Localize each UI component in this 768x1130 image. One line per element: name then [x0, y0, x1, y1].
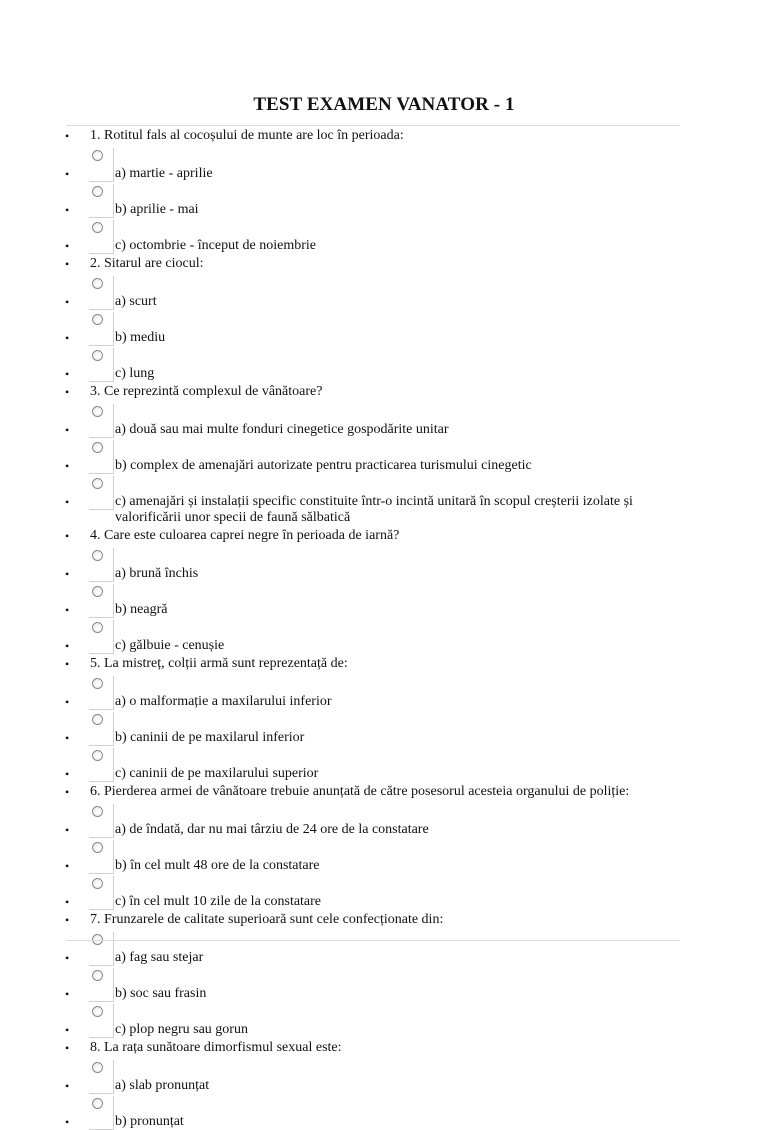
- radio-button-icon[interactable]: [92, 442, 103, 453]
- answer-option[interactable]: [0, 582, 768, 618]
- radio-button-icon[interactable]: [92, 714, 103, 725]
- radio-frame[interactable]: [89, 148, 114, 182]
- answer-option[interactable]: [0, 674, 768, 710]
- answer-option[interactable]: [0, 146, 768, 182]
- answer-option[interactable]: [0, 402, 768, 438]
- bullet-icon: •: [65, 367, 70, 381]
- answer-option[interactable]: [0, 618, 768, 654]
- option-label: a) o malformație a maxilarului inferior: [115, 694, 332, 709]
- bullet-icon: •: [65, 767, 70, 781]
- radio-button-icon[interactable]: [92, 314, 103, 325]
- radio-frame[interactable]: [89, 1060, 114, 1094]
- bullet-icon: •: [65, 695, 70, 709]
- answer-option[interactable]: [0, 1094, 768, 1130]
- radio-button-icon[interactable]: [92, 586, 103, 597]
- radio-frame[interactable]: [89, 584, 114, 618]
- answer-option[interactable]: [0, 1058, 768, 1094]
- question-text: 1. Rotitul fals al cocoșului de munte are loc în perioada:: [90, 128, 404, 143]
- radio-frame[interactable]: [89, 712, 114, 746]
- radio-frame[interactable]: [89, 840, 114, 874]
- radio-frame[interactable]: [89, 748, 114, 782]
- radio-button-icon[interactable]: [92, 842, 103, 853]
- radio-button-icon[interactable]: [92, 478, 103, 489]
- bullet-icon: •: [65, 603, 70, 617]
- radio-button-icon[interactable]: [92, 186, 103, 197]
- answer-option[interactable]: [0, 274, 768, 310]
- answer-option[interactable]: [0, 802, 768, 838]
- radio-button-icon[interactable]: [92, 1062, 103, 1073]
- radio-button-icon[interactable]: [92, 150, 103, 161]
- bullet-icon: •: [65, 639, 70, 653]
- bullet-icon: •: [65, 385, 70, 399]
- radio-frame[interactable]: [89, 876, 114, 910]
- bullet-icon: •: [65, 785, 70, 799]
- radio-frame[interactable]: [89, 184, 114, 218]
- question-text: 3. Ce reprezintă complexul de vânătoare?: [90, 384, 323, 399]
- bullet-icon: •: [65, 1023, 70, 1037]
- option-label: b) caninii de pe maxilarul inferior: [115, 730, 305, 745]
- bullet-icon: •: [65, 823, 70, 837]
- option-label: c) gălbuie - cenușie: [115, 638, 225, 653]
- question-text: 6. Pierderea armei de vânătoare trebuie anunțată de către posesorul acesteia organului de poliție:: [90, 784, 630, 799]
- radio-frame[interactable]: [89, 440, 114, 474]
- bullet-icon: •: [65, 459, 70, 473]
- option-label: a) de îndată, dar nu mai târziu de 24 ore de la constatare: [115, 822, 429, 837]
- radio-frame[interactable]: [89, 1096, 114, 1130]
- bullet-icon: •: [65, 913, 70, 927]
- radio-button-icon[interactable]: [92, 1098, 103, 1109]
- option-label: b) în cel mult 48 ore de la constatare: [115, 858, 320, 873]
- radio-button-icon[interactable]: [92, 678, 103, 689]
- option-label: c) octombrie - început de noiembrie: [115, 238, 316, 253]
- radio-button-icon[interactable]: [92, 622, 103, 633]
- question-text: 2. Sitarul are ciocul:: [90, 256, 204, 271]
- option-label: c) plop negru sau gorun: [115, 1022, 248, 1037]
- bullet-icon: •: [65, 1041, 70, 1055]
- answer-option[interactable]: [0, 710, 768, 746]
- option-label: a) martie - aprilie: [115, 166, 213, 181]
- answer-option[interactable]: [0, 746, 768, 782]
- bullet-icon: •: [65, 529, 70, 543]
- radio-button-icon[interactable]: [92, 222, 103, 233]
- bullet-icon: •: [65, 239, 70, 253]
- answer-option[interactable]: [0, 310, 768, 346]
- radio-button-icon[interactable]: [92, 1006, 103, 1017]
- radio-frame[interactable]: [89, 620, 114, 654]
- bullet-icon: •: [65, 257, 70, 271]
- bullet-icon: •: [65, 567, 70, 581]
- answer-option[interactable]: [0, 966, 768, 1002]
- question-item: [0, 910, 768, 930]
- option-label: c) amenajări și instalații specific constituite într-o incintă unitară în scopul creșterii izolate și valorificării unor specii de faună sălbatică: [115, 494, 633, 525]
- bullet-icon: •: [65, 859, 70, 873]
- option-label: c) lung: [115, 366, 155, 381]
- answer-option[interactable]: [0, 438, 768, 474]
- bullet-icon: •: [65, 295, 70, 309]
- radio-frame[interactable]: [89, 404, 114, 438]
- bullet-icon: •: [65, 423, 70, 437]
- radio-frame[interactable]: [89, 312, 114, 346]
- bottom-divider: [66, 940, 680, 941]
- radio-button-icon[interactable]: [92, 806, 103, 817]
- bullet-icon: •: [65, 1079, 70, 1093]
- answer-option[interactable]: [0, 218, 768, 254]
- bullet-icon: •: [65, 731, 70, 745]
- radio-frame[interactable]: [89, 348, 114, 382]
- answer-option[interactable]: [0, 546, 768, 582]
- question-item: [0, 782, 768, 802]
- bullet-icon: •: [65, 657, 70, 671]
- page-title: TEST EXAMEN VANATOR - 1: [253, 94, 515, 115]
- option-label: a) două sau mai multe fonduri cinegetice gospodărite unitar: [115, 422, 449, 437]
- option-label: b) aprilie - mai: [115, 202, 199, 217]
- question-item: [0, 1038, 768, 1058]
- bullet-icon: •: [65, 895, 70, 909]
- question-text: 7. Frunzarele de calitate superioară sunt cele confecționate din:: [90, 912, 444, 927]
- bullet-icon: •: [65, 203, 70, 217]
- option-label: c) caninii de pe maxilarului superior: [115, 766, 319, 781]
- option-label: a) brună închis: [115, 566, 199, 581]
- question-item: [0, 526, 768, 546]
- question-item: [0, 254, 768, 274]
- radio-button-icon[interactable]: [92, 970, 103, 981]
- quiz-list: [0, 126, 768, 1130]
- radio-frame[interactable]: [89, 476, 114, 510]
- option-label: a) slab pronunțat: [115, 1078, 210, 1093]
- option-label: a) scurt: [115, 294, 157, 309]
- option-label: b) mediu: [115, 330, 166, 345]
- answer-option[interactable]: [0, 930, 768, 966]
- option-label: b) soc sau frasin: [115, 986, 207, 1001]
- answer-option[interactable]: [0, 346, 768, 382]
- answer-option[interactable]: [0, 182, 768, 218]
- bullet-icon: •: [65, 129, 70, 143]
- bullet-icon: •: [65, 951, 70, 965]
- question-text: 5. La mistreț, colții armă sunt reprezentață de:: [90, 656, 348, 671]
- option-label: a) fag sau stejar: [115, 950, 204, 965]
- question-item: [0, 126, 768, 146]
- radio-button-icon[interactable]: [92, 550, 103, 561]
- question-text: 8. La rața sunătoare dimorfismul sexual este:: [90, 1040, 342, 1055]
- radio-frame[interactable]: [89, 968, 114, 1002]
- radio-button-icon[interactable]: [92, 878, 103, 889]
- radio-button-icon[interactable]: [92, 350, 103, 361]
- bullet-icon: •: [65, 987, 70, 1001]
- answer-option[interactable]: [0, 1002, 768, 1038]
- radio-frame[interactable]: [89, 676, 114, 710]
- bullet-icon: •: [65, 331, 70, 345]
- question-item: [0, 382, 768, 402]
- radio-button-icon[interactable]: [92, 406, 103, 417]
- radio-frame[interactable]: [89, 548, 114, 582]
- radio-frame[interactable]: [89, 932, 114, 966]
- option-label: b) neagră: [115, 602, 168, 617]
- radio-frame[interactable]: [89, 276, 114, 310]
- radio-button-icon[interactable]: [92, 750, 103, 761]
- option-label: b) pronunțat: [115, 1114, 184, 1129]
- option-label: c) în cel mult 10 zile de la constatare: [115, 894, 322, 909]
- answer-option[interactable]: [0, 874, 768, 910]
- question-text: 4. Care este culoarea caprei negre în perioada de iarnă?: [90, 528, 400, 543]
- question-item: [0, 654, 768, 674]
- bullet-icon: •: [65, 167, 70, 181]
- bullet-icon: •: [65, 1115, 70, 1129]
- answer-option[interactable]: [0, 474, 768, 526]
- option-label: b) complex de amenajări autorizate pentru practicarea turismului cinegetic: [115, 458, 532, 473]
- radio-button-icon[interactable]: [92, 278, 103, 289]
- bullet-icon: •: [65, 495, 70, 509]
- radio-frame[interactable]: [89, 220, 114, 254]
- radio-frame[interactable]: [89, 804, 114, 838]
- radio-frame[interactable]: [89, 1004, 114, 1038]
- answer-option[interactable]: [0, 838, 768, 874]
